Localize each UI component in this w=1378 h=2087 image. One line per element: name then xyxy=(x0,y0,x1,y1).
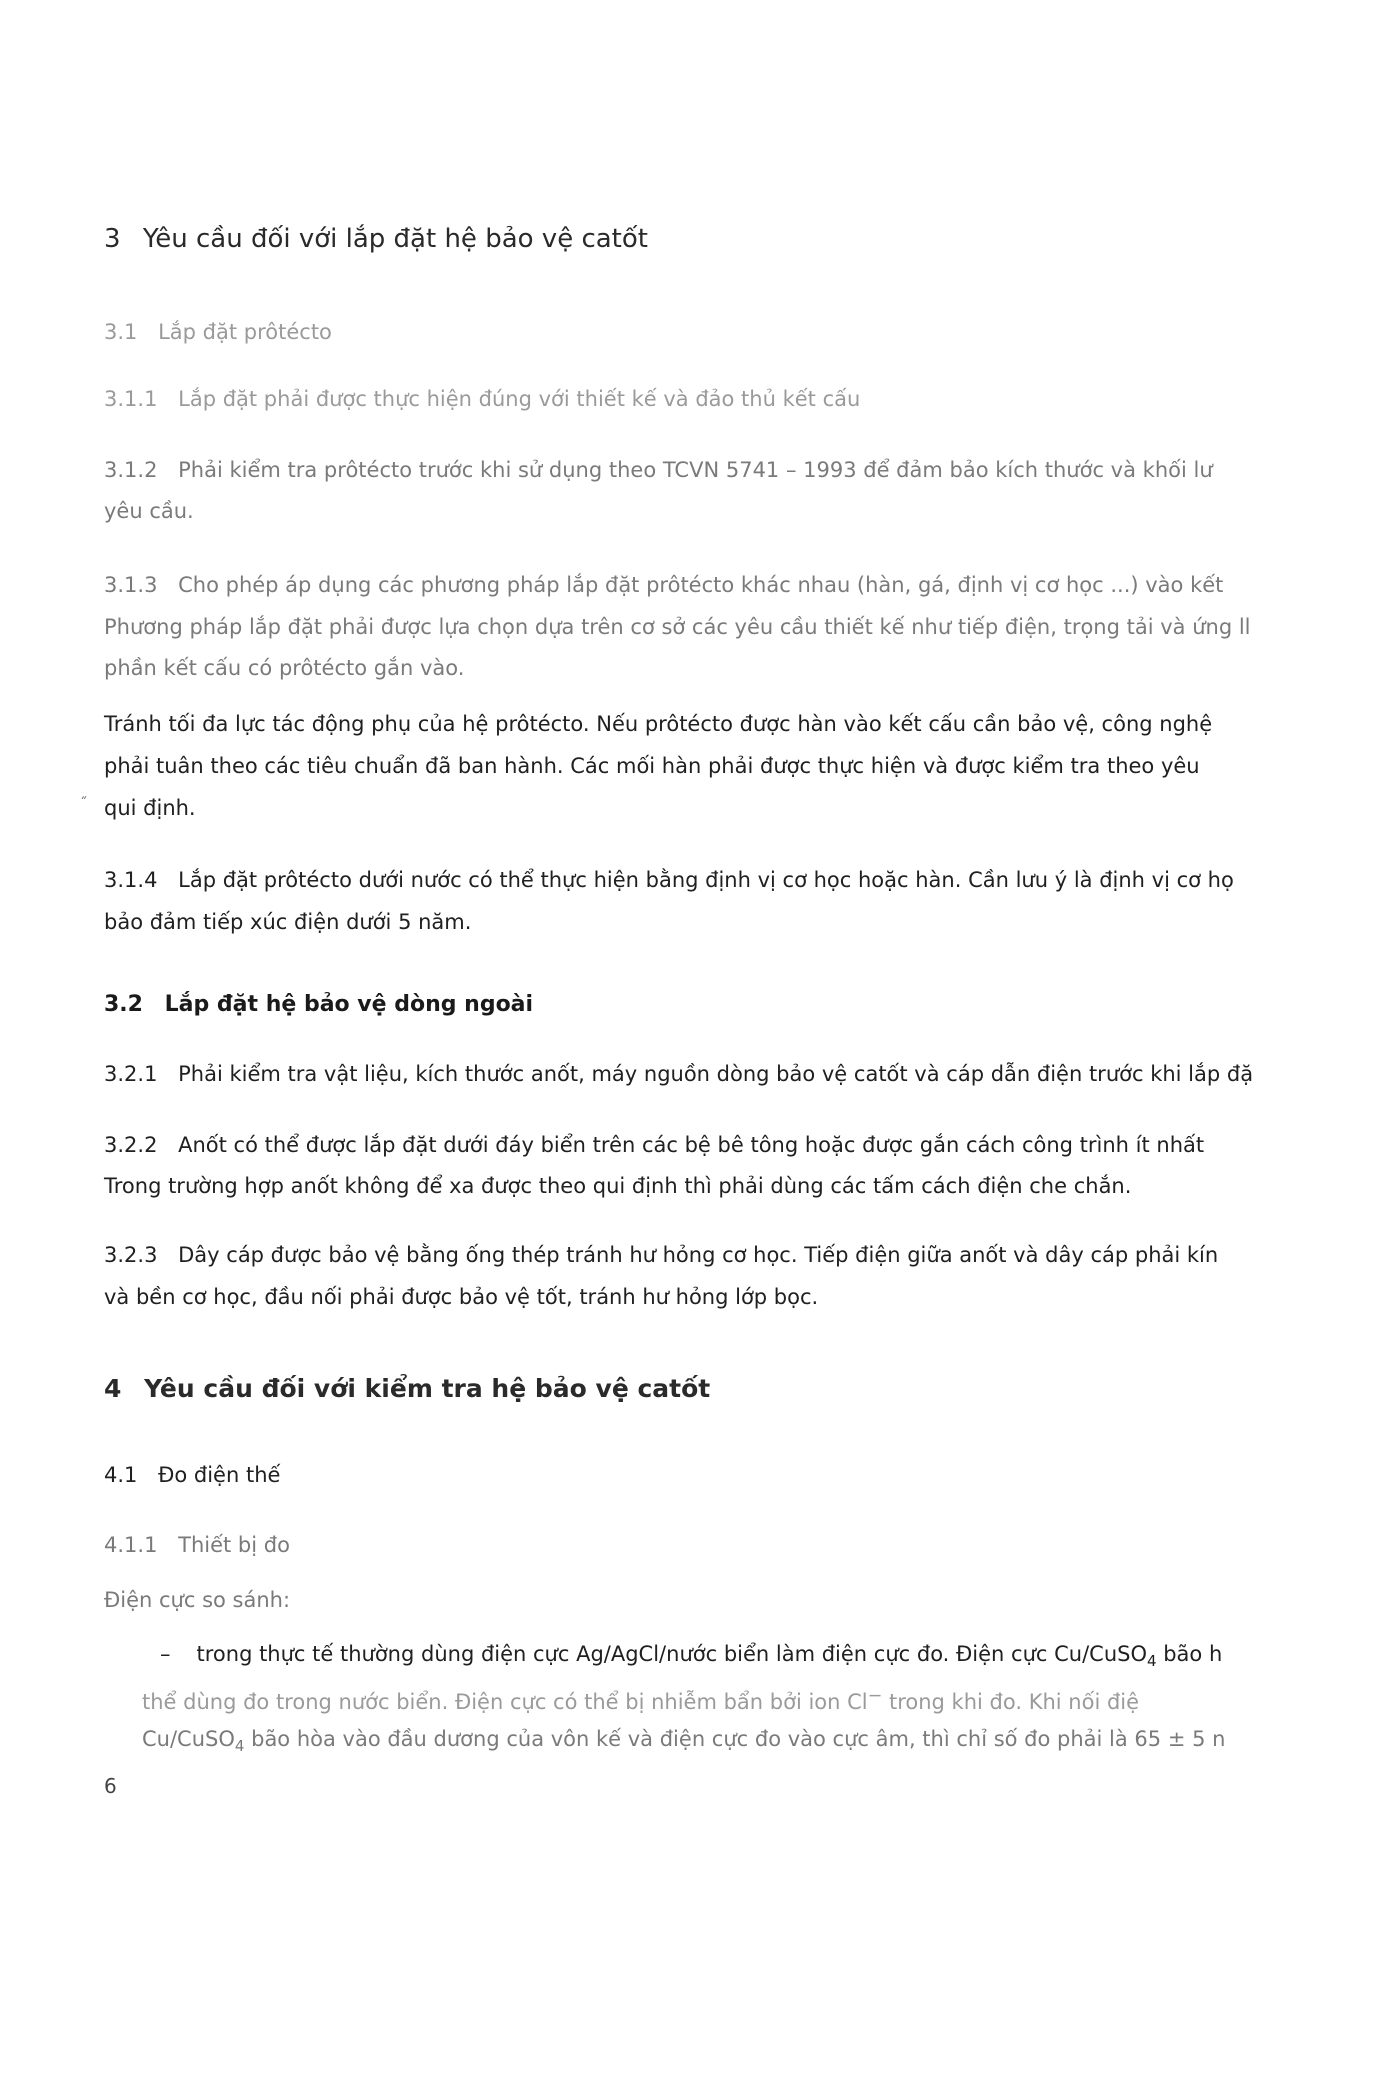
section-3-heading xyxy=(104,222,648,256)
clause-3-2-1: 3.2.1 Phải kiểm tra vật liệu, kích thước anốt, máy nguồn dòng bảo vệ catốt và cáp dẫn điện trước khi lắp đặ xyxy=(104,1062,1254,1086)
section-number: 3 xyxy=(104,224,121,254)
section-title: Yêu cầu đối với kiểm tra hệ bảo vệ catốt xyxy=(144,1374,711,1403)
subsection-3-2: 3.2 Lắp đặt hệ bảo vệ dòng ngoài xyxy=(104,992,534,1017)
clause-3-1-3-line2: Phương pháp lắp đặt phải được lựa chọn dựa trên cơ sở các yêu cầu thiết kế như tiếp điện, trọng tải và ứng ll xyxy=(104,615,1251,639)
section-4-heading xyxy=(104,1372,710,1406)
clause-4-1-1: 4.1.1 Thiết bị đo xyxy=(104,1533,290,1557)
clause-3-1-2-line1: 3.1.2 Phải kiểm tra prôtécto trước khi sử dụng theo TCVN 5741 – 1993 để đảm bảo kích thước và khối lư xyxy=(104,458,1213,482)
clause-3-2-2-line2: Trong trường hợp anốt không để xa được theo qui định thì phải dùng các tấm cách điện che chắn. xyxy=(104,1174,1132,1198)
clause-3-2-3-line1: 3.2.3 Dây cáp được bảo vệ bằng ống thép tránh hư hỏng cơ học. Tiếp điện giữa anốt và dây cáp phải kín xyxy=(104,1243,1219,1267)
subsection-4-1: 4.1 Đo điện thế xyxy=(104,1463,281,1487)
clause-3-1-3-line1: 3.1.3 Cho phép áp dụng các phương pháp lắp đặt prôtécto khác nhau (hàn, gá, định vị cơ học ...) vào kết xyxy=(104,573,1224,597)
paragraph-avoid-line3: qui định. xyxy=(104,796,196,820)
paragraph-avoid-line1: Tránh tối đa lực tác động phụ của hệ prôtécto. Nếu prôtécto được hàn vào kết cấu cần bảo vệ, công nghệ xyxy=(104,712,1213,736)
bullet-line2: thể dùng đo trong nước biển. Điện cực có thể bị nhiễm bẩn bởi ion Cl− trong khi đo. Khi nối điệ xyxy=(142,1686,1140,1714)
bullet-line1: – trong thực tế thường dùng điện cực Ag/AgCl/nước biển làm điện cực đo. Điện cực Cu/CuSO$_4$ bão h xyxy=(160,1642,1223,1671)
reference-electrode-label: Điện cực so sánh: xyxy=(104,1588,291,1612)
page-number: 6 xyxy=(104,1774,117,1798)
section-title: Yêu cầu đối với lắp đặt hệ bảo vệ catốt xyxy=(142,224,648,254)
clause-3-2-2-line1: 3.2.2 Anốt có thể được lắp đặt dưới đáy biển trên các bệ bê tông hoặc được gắn cách công trình ít nhất xyxy=(104,1133,1205,1157)
bullet-line3: Cu/CuSO$_4$ bão hòa vào đầu dương của vôn kế và điện cực đo vào cực âm, thì chỉ số đo phải là 65 ± 5 n xyxy=(142,1727,1226,1756)
dash-marker: – xyxy=(160,1642,171,1666)
scan-speck: ˝ xyxy=(80,796,87,812)
clause-3-1-4-line2: bảo đảm tiếp xúc điện dưới 5 năm. xyxy=(104,910,472,934)
clause-3-2-3-line2: và bền cơ học, đầu nối phải được bảo vệ tốt, tránh hư hỏng lớp bọc. xyxy=(104,1285,819,1309)
section-number: 4 xyxy=(104,1374,122,1403)
clause-3-1-1: 3.1.1 Lắp đặt phải được thực hiện đúng với thiết kế và đảo thủ kết cấu xyxy=(104,387,861,411)
paragraph-avoid-line2: phải tuân theo các tiêu chuẩn đã ban hành. Các mối hàn phải được thực hiện và được kiểm tra theo yêu xyxy=(104,754,1200,778)
clause-3-1-3-line3: phần kết cấu có prôtécto gắn vào. xyxy=(104,656,465,680)
clause-3-1-2-line2: yêu cầu. xyxy=(104,499,194,523)
clause-3-1-4-line1: 3.1.4 Lắp đặt prôtécto dưới nước có thể thực hiện bằng định vị cơ học hoặc hàn. Cần lưu ý là định vị cơ họ xyxy=(104,868,1234,892)
subsection-3-1: 3.1 Lắp đặt prôtécto xyxy=(104,320,332,344)
